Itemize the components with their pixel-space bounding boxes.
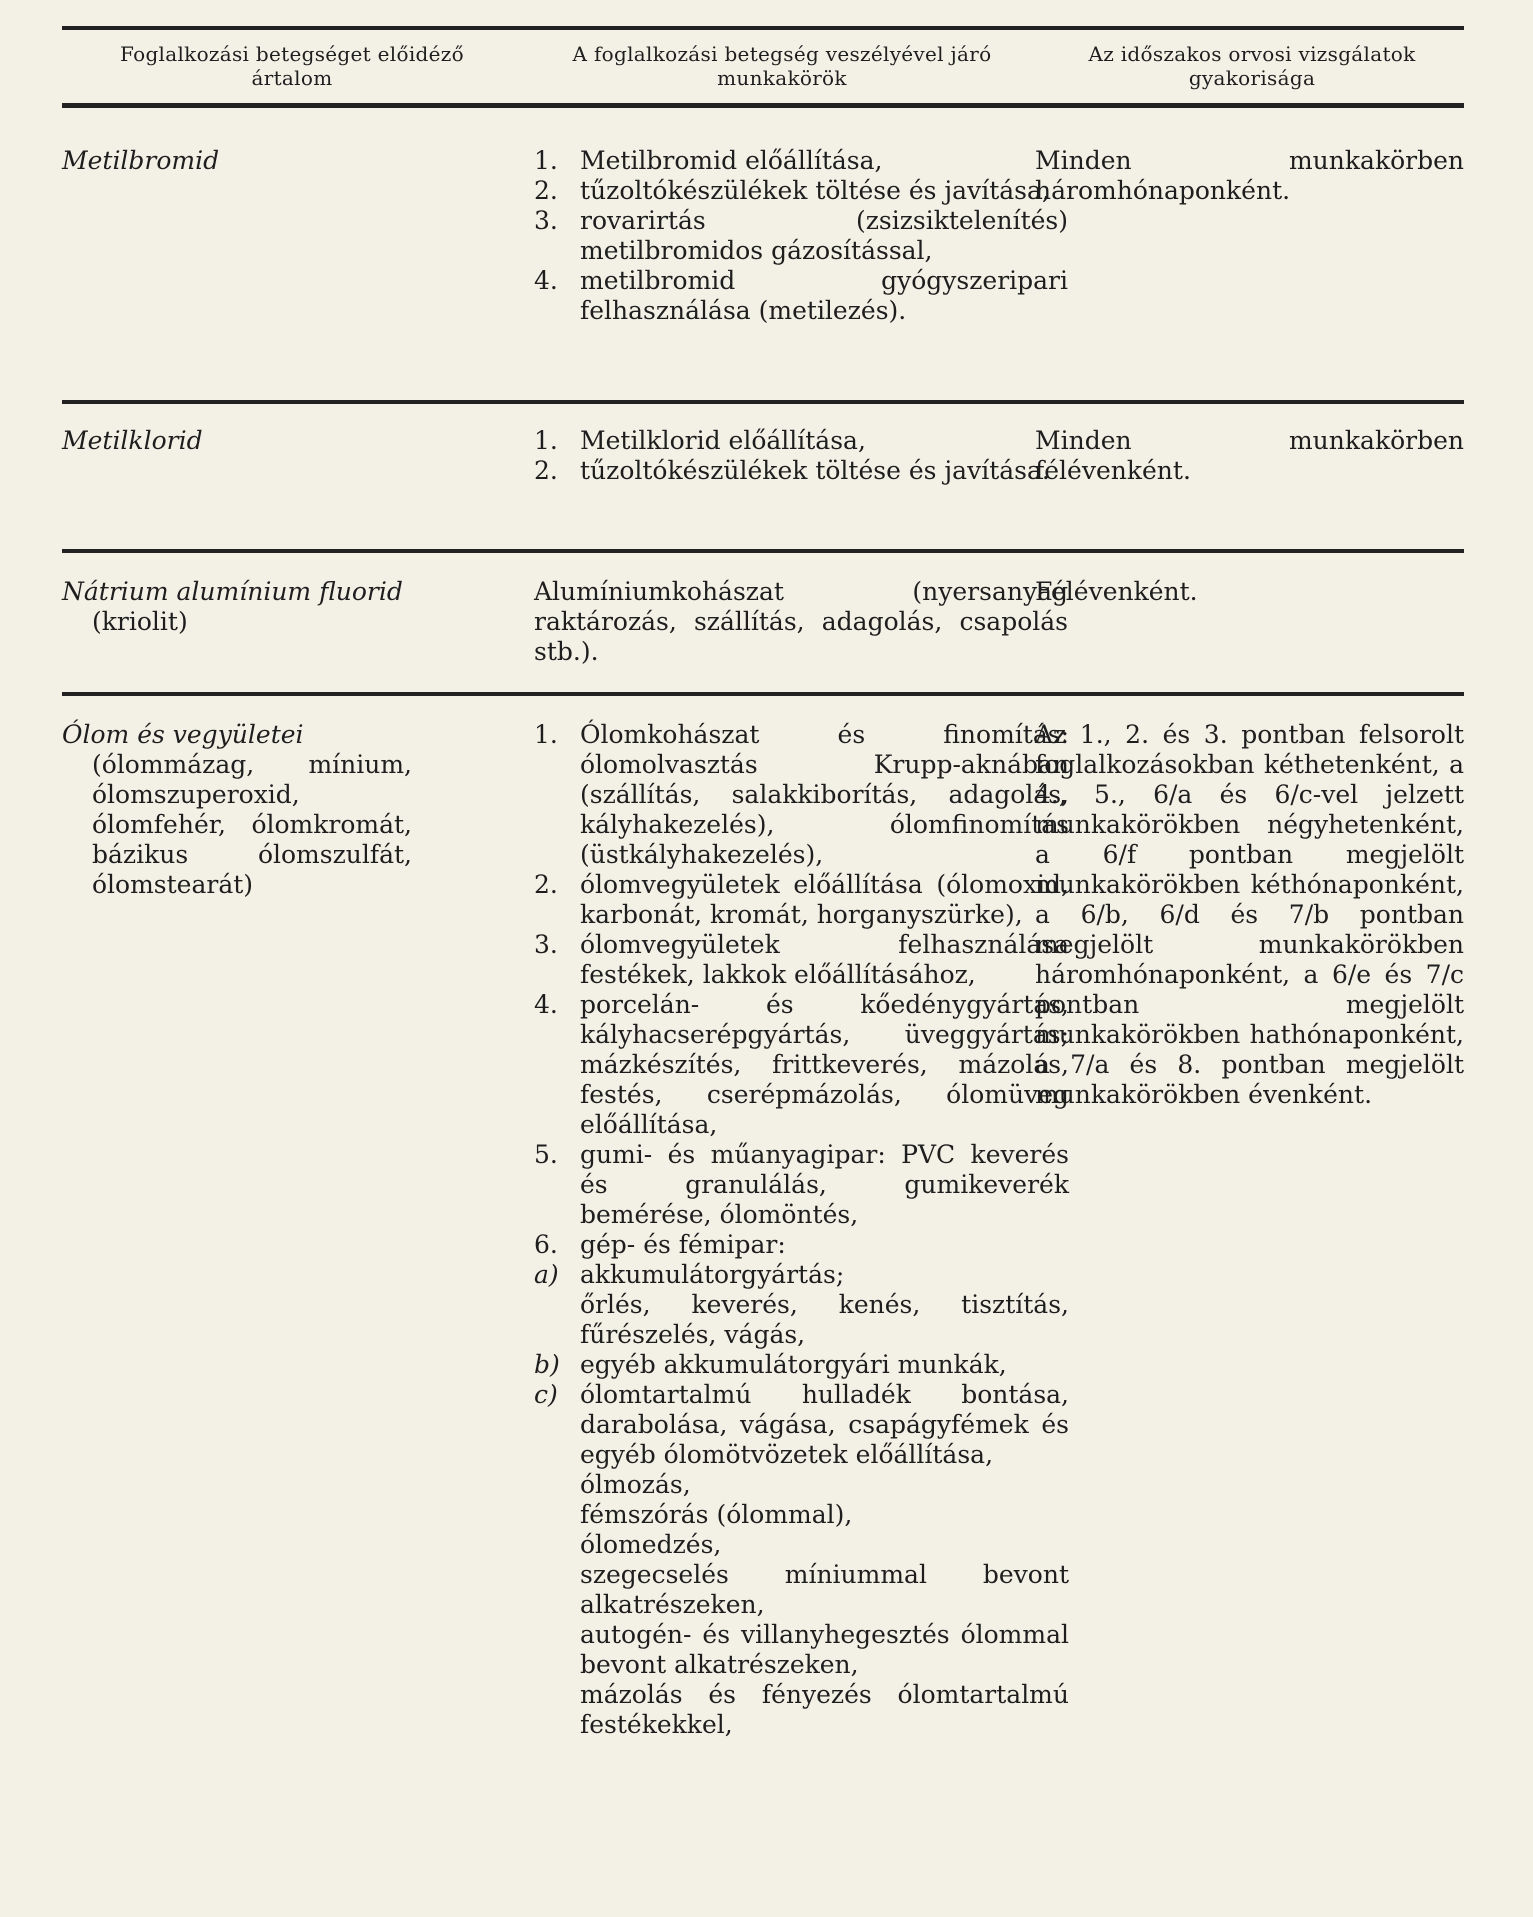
substance-cell bbox=[62, 720, 412, 900]
list-item-text: autogén- és villanyhegesztés ólommal bevont alkatrészeken, bbox=[580, 1620, 1069, 1679]
list-item-text: fémszórás (ólommal), bbox=[580, 1500, 853, 1529]
list-item-text: ólomvegyületek felhasználása festékek, lakkok előállításához, bbox=[580, 930, 1069, 989]
list-item-text: gumi- és műanyagipar: PVC keverés és granulálás, gumikeverék bemérése, ólomöntés, bbox=[580, 1140, 1069, 1229]
list-item-number bbox=[534, 1560, 580, 1620]
frequency-cell: Minden munkakörben félévenként. bbox=[1035, 426, 1464, 485]
list-item-text: porcelán- és kőedénygyártás, kályhacserépgyártás, üveggyártás; mázkészítés, frittkeverés, mázolás, festés, cserépmázolás, ólomüveg előállítása, bbox=[580, 990, 1069, 1139]
list-item-text: egyéb akkumulátorgyári munkák, bbox=[580, 1350, 1007, 1379]
table-top-rule bbox=[62, 26, 1464, 30]
list-item: 2. tűzoltókészülékek töltése és javítása. bbox=[534, 456, 1050, 485]
list-item: 2. tűzoltókészülékek töltése és javítása, bbox=[534, 176, 1050, 205]
list-item-number: a) bbox=[534, 1260, 559, 1289]
list-item-number bbox=[534, 1290, 580, 1350]
header-rule bbox=[62, 103, 1464, 108]
list-item-text: akkumulátorgyártás; bbox=[580, 1260, 845, 1289]
list-item bbox=[534, 1620, 1069, 1680]
list-item bbox=[534, 1380, 1069, 1470]
jobs-cell bbox=[534, 146, 1068, 326]
list-item-number: 5. bbox=[534, 1140, 558, 1169]
list-item bbox=[534, 1140, 1069, 1230]
list-item-number: b) bbox=[534, 1350, 560, 1379]
list-item-text: ólomvegyületek előállítása (ólomoxid, karbonát, kromát, horganyszürke), bbox=[580, 870, 1069, 929]
list-item bbox=[534, 930, 1069, 990]
list-item-text: Ólomkohászat és finomítás: ólomolvasztás Krupp-aknában (szállítás, salakkiborítás, adagolás, kályhakezelés), ólomfinomítás (üstkályhakezelés), bbox=[580, 720, 1069, 869]
frequency-cell: Félévenként. bbox=[1035, 577, 1198, 606]
list-item: 1. Metilbromid előállítása, bbox=[534, 146, 883, 175]
substance-cell bbox=[62, 146, 462, 176]
list-item-number bbox=[534, 1470, 580, 1500]
list-item bbox=[534, 1230, 1069, 1260]
substance-cell bbox=[62, 577, 462, 637]
frequency-cell: Minden munkakörben háromhónaponként. bbox=[1035, 146, 1464, 205]
substance-note: (kriolit) bbox=[92, 607, 188, 636]
substance-note: (ólommázag, mínium, ólomszuperoxid, ólomfehér, ólomkromát, bázikus ólomszulfát, ólomstearát) bbox=[92, 750, 412, 899]
jobs-cell: Alumíniumkohászat (nyersanyag raktározás, szállítás, adagolás, csapolás stb.). bbox=[534, 577, 1068, 666]
list-item bbox=[534, 720, 1069, 870]
list-item-text: mázolás és fényezés ólomtartalmú festékekkel, bbox=[580, 1680, 1069, 1739]
substance-name: Metilklorid bbox=[62, 426, 203, 455]
list-item: 4. metilbromid gyógyszeripari felhasználása (metilezés). bbox=[534, 266, 1068, 325]
list-item bbox=[534, 1470, 1069, 1500]
list-item-number bbox=[534, 1530, 580, 1560]
list-item-number: 3. bbox=[534, 930, 558, 959]
document-page bbox=[62, 0, 1464, 1917]
list-item bbox=[534, 1530, 1069, 1560]
substance-cell bbox=[62, 426, 462, 456]
list-item-text: őrlés, keverés, kenés, tisztítás, fűrészelés, vágás, bbox=[580, 1290, 1069, 1349]
row-rule bbox=[62, 692, 1464, 696]
substance-name: Nátrium alumínium fluorid bbox=[62, 577, 403, 606]
list-item bbox=[534, 990, 1069, 1140]
row-rule bbox=[62, 549, 1464, 553]
list-item bbox=[534, 870, 1069, 930]
jobs-cell bbox=[534, 720, 1069, 1740]
list-item-number bbox=[534, 1620, 580, 1680]
list-item: 3. rovarirtás (zsizsiktelenítés) metilbromidos gázosítással, bbox=[534, 206, 1068, 265]
jobs-cell bbox=[534, 426, 1068, 486]
header-col2: A foglalkozási betegség veszélyével járó munkakörök bbox=[572, 42, 992, 90]
list-item-text: ólomedzés, bbox=[580, 1530, 722, 1559]
row-rule bbox=[62, 400, 1464, 404]
list-item-number bbox=[534, 1500, 580, 1530]
list-item-text: gép- és fémipar: bbox=[580, 1230, 786, 1259]
frequency-cell: Az 1., 2. és 3. pontban felsorolt foglalkozásokban kéthetenként, a 4., 5., 6/a és 6/c-vel jelzett munkakörökben négyhetenként, a 6/f pontban megjelölt munkakörökben kéthónaponként, a 6/b, 6/d és 7/b pontban megjelölt munkakörökben háromhónaponként, a 6/e és 7/c pontban megjelölt munkakörökben hathónaponként, a 7/a és 8. pontban megjelölt munkakörökben évenként. bbox=[1035, 720, 1464, 1109]
list-item bbox=[534, 1290, 1069, 1350]
list-item: 1. Metilklorid előállítása, bbox=[534, 426, 866, 455]
list-item-text: ólmozás, bbox=[580, 1470, 691, 1499]
header-col3: Az időszakos orvosi vizsgálatok gyakorisága bbox=[1088, 42, 1416, 90]
list-item bbox=[534, 1500, 1069, 1530]
list-item-number bbox=[534, 1680, 580, 1740]
substance-name: Ólom és vegyületei bbox=[62, 720, 304, 749]
list-item-number: c) bbox=[534, 1380, 558, 1409]
list-item-text: ólomtartalmú hulladék bontása, darabolása, vágása, csapágyfémek és egyéb ólomötvözetek előállítása, bbox=[580, 1380, 1069, 1469]
list-item-number: 6. bbox=[534, 1230, 558, 1259]
list-item bbox=[534, 1680, 1069, 1740]
header-col1: Foglalkozási betegséget előidéző ártalom bbox=[120, 42, 464, 90]
list-item-number: 1. bbox=[534, 720, 558, 749]
substance-name: Metilbromid bbox=[62, 146, 220, 175]
list-item-number: 4. bbox=[534, 990, 558, 1019]
list-item-text: szegecselés míniummal bevont alkatrészeken, bbox=[580, 1560, 1069, 1619]
list-item bbox=[534, 1260, 1069, 1290]
list-item-number: 2. bbox=[534, 870, 558, 899]
list-item bbox=[534, 1350, 1069, 1380]
list-item bbox=[534, 1560, 1069, 1620]
